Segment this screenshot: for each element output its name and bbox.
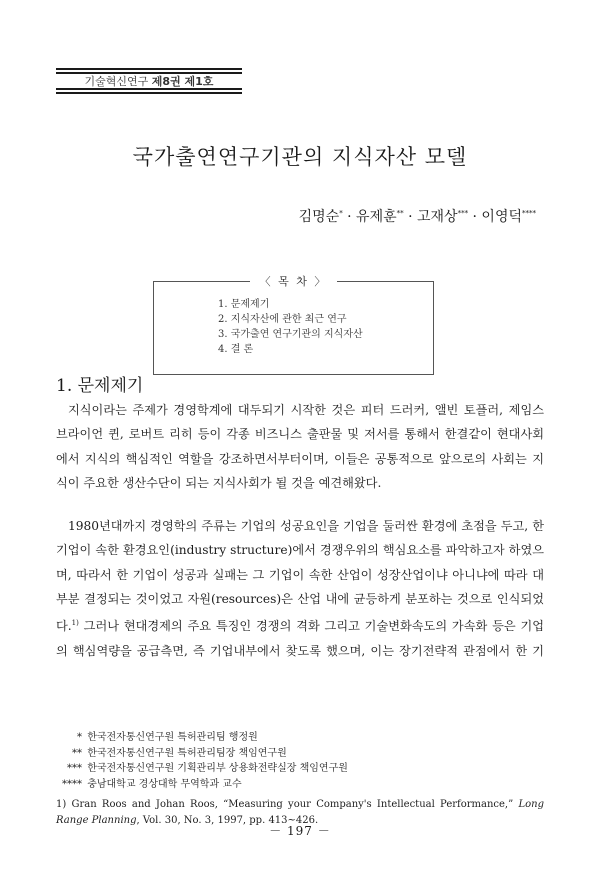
reference-journal: Long Range (56, 799, 544, 826)
footnote-item (56, 777, 544, 793)
section-heading: 1. 문제제기 (56, 376, 144, 396)
table-of-contents (153, 275, 434, 375)
toc-item: 2. 지식자산에 관한 최근 연구 (218, 314, 347, 325)
text-line: 며, 따라서 한 기업이 성공과 실패는 그 기업이 속한 산업이 성장산업이냐 아니냐에 따라 대 (56, 567, 544, 582)
header-rule (56, 88, 242, 90)
author-name: 김명순 (298, 209, 340, 225)
header-rule (56, 68, 242, 70)
author-separator: · (408, 209, 413, 225)
body-paragraph (56, 398, 544, 495)
running-header (56, 68, 242, 92)
journal-info (56, 73, 242, 89)
paper-title: 국가출연연구기관의 지식자산 모델 (132, 145, 468, 169)
toc-item: 1. 문제제기 (218, 299, 270, 310)
reference-authors: Gran Roos and Johan Roos, “Measuring your Company's Intellectual Performance,” (71, 799, 514, 810)
footnote-item (56, 761, 544, 777)
toc-title-text: 〈 목 차 〉 (250, 275, 338, 288)
footnote-mark: ** (72, 747, 82, 759)
reference-mark: 1) (56, 799, 67, 810)
footnote-text: 한국전자통신연구원 특허관리팀 행정원 (87, 732, 258, 743)
footnote-item (56, 746, 544, 762)
author-mark: **** (522, 209, 536, 218)
text-segment: 다. (56, 619, 72, 634)
author-separator: · (472, 209, 477, 225)
text-line: 의 핵심역량을 공급측면, 즉 기업내부에서 찾도록 했으며, 이는 장기전략적 관점에서 한 기 (56, 643, 544, 658)
footnote-reference: 1) (71, 619, 79, 628)
reference-details: , Vol. 30, No. 3, 1997, pp. 413~426. (136, 814, 319, 826)
text-line: 기업이 속한 환경요인(industry structure)에서 경쟁우위의 핵심요소를 파악하고자 하였으 (56, 543, 544, 558)
reference-journal: Planning (91, 814, 137, 826)
page-number: － 197 － (269, 824, 331, 838)
author-mark: ** (396, 209, 404, 218)
text-line: 부분 결정되는 것이었고 자원(resources)은 산업 내에 균등하게 분포하는 것으로 인식되었 (56, 591, 544, 606)
footnote-item (56, 730, 544, 746)
footnote-text: 충남대학교 경상대학 무역학과 교수 (87, 778, 242, 790)
toc-list (218, 297, 363, 357)
footnotes (56, 730, 544, 828)
text-line: 브라이언 퀸, 로버트 리히 등이 각종 비즈니스 출판물 및 저서를 통해서 한결같이 현대사회 (56, 427, 544, 442)
header-rule (56, 92, 242, 94)
footnote-mark: * (77, 732, 82, 743)
text-line: 에서 지식의 핵심적인 역할을 강조하면서부터이며, 이들은 공통적으로 앞으로의 사회는 지 (56, 451, 544, 466)
footnote-text: 한국전자통신연구원 기획관리부 상용화전략실장 책임연구원 (87, 763, 348, 774)
text-line (56, 611, 544, 638)
text-line: 지식이라는 주제가 경영학계에 대두되기 시작한 것은 피터 드러커, 앨빈 토플러, 제임스 (68, 403, 544, 417)
toc-item: 4. 결 론 (218, 344, 254, 355)
author-name: 고재상 (416, 209, 458, 225)
text-segment: 그러나 현대경제의 주요 특징인 경쟁의 격화 그리고 기술변화속도의 가속화 등은 기업 (83, 619, 544, 634)
toc-item: 3. 국가출연 연구기관의 지식자산 (218, 329, 363, 340)
author-name: 유제훈 (356, 209, 397, 225)
text-line: 1980년대까지 경영학의 주류는 기업의 성공요인을 기업을 둘러싼 환경에 초점을 두고, 한 (68, 519, 544, 533)
toc-title (154, 273, 433, 289)
footnote-mark: *** (67, 763, 82, 774)
author-name: 이영덕 (481, 209, 522, 225)
author-separator: · (347, 209, 352, 225)
journal-volume: 제8권 제1호 (151, 75, 214, 88)
author-mark: * (339, 209, 343, 218)
footnote-text: 한국전자통신연구원 특허관리팀장 책임연구원 (87, 747, 287, 759)
text-line: 식이 주요한 생산수단이 되는 지식사회가 될 것을 예견해왔다. (56, 475, 382, 490)
author-mark: *** (457, 209, 469, 218)
author-list (299, 206, 536, 226)
body-paragraph (56, 514, 544, 663)
footnote-mark: **** (62, 778, 82, 790)
journal-name: 기술혁신연구 (84, 75, 149, 88)
